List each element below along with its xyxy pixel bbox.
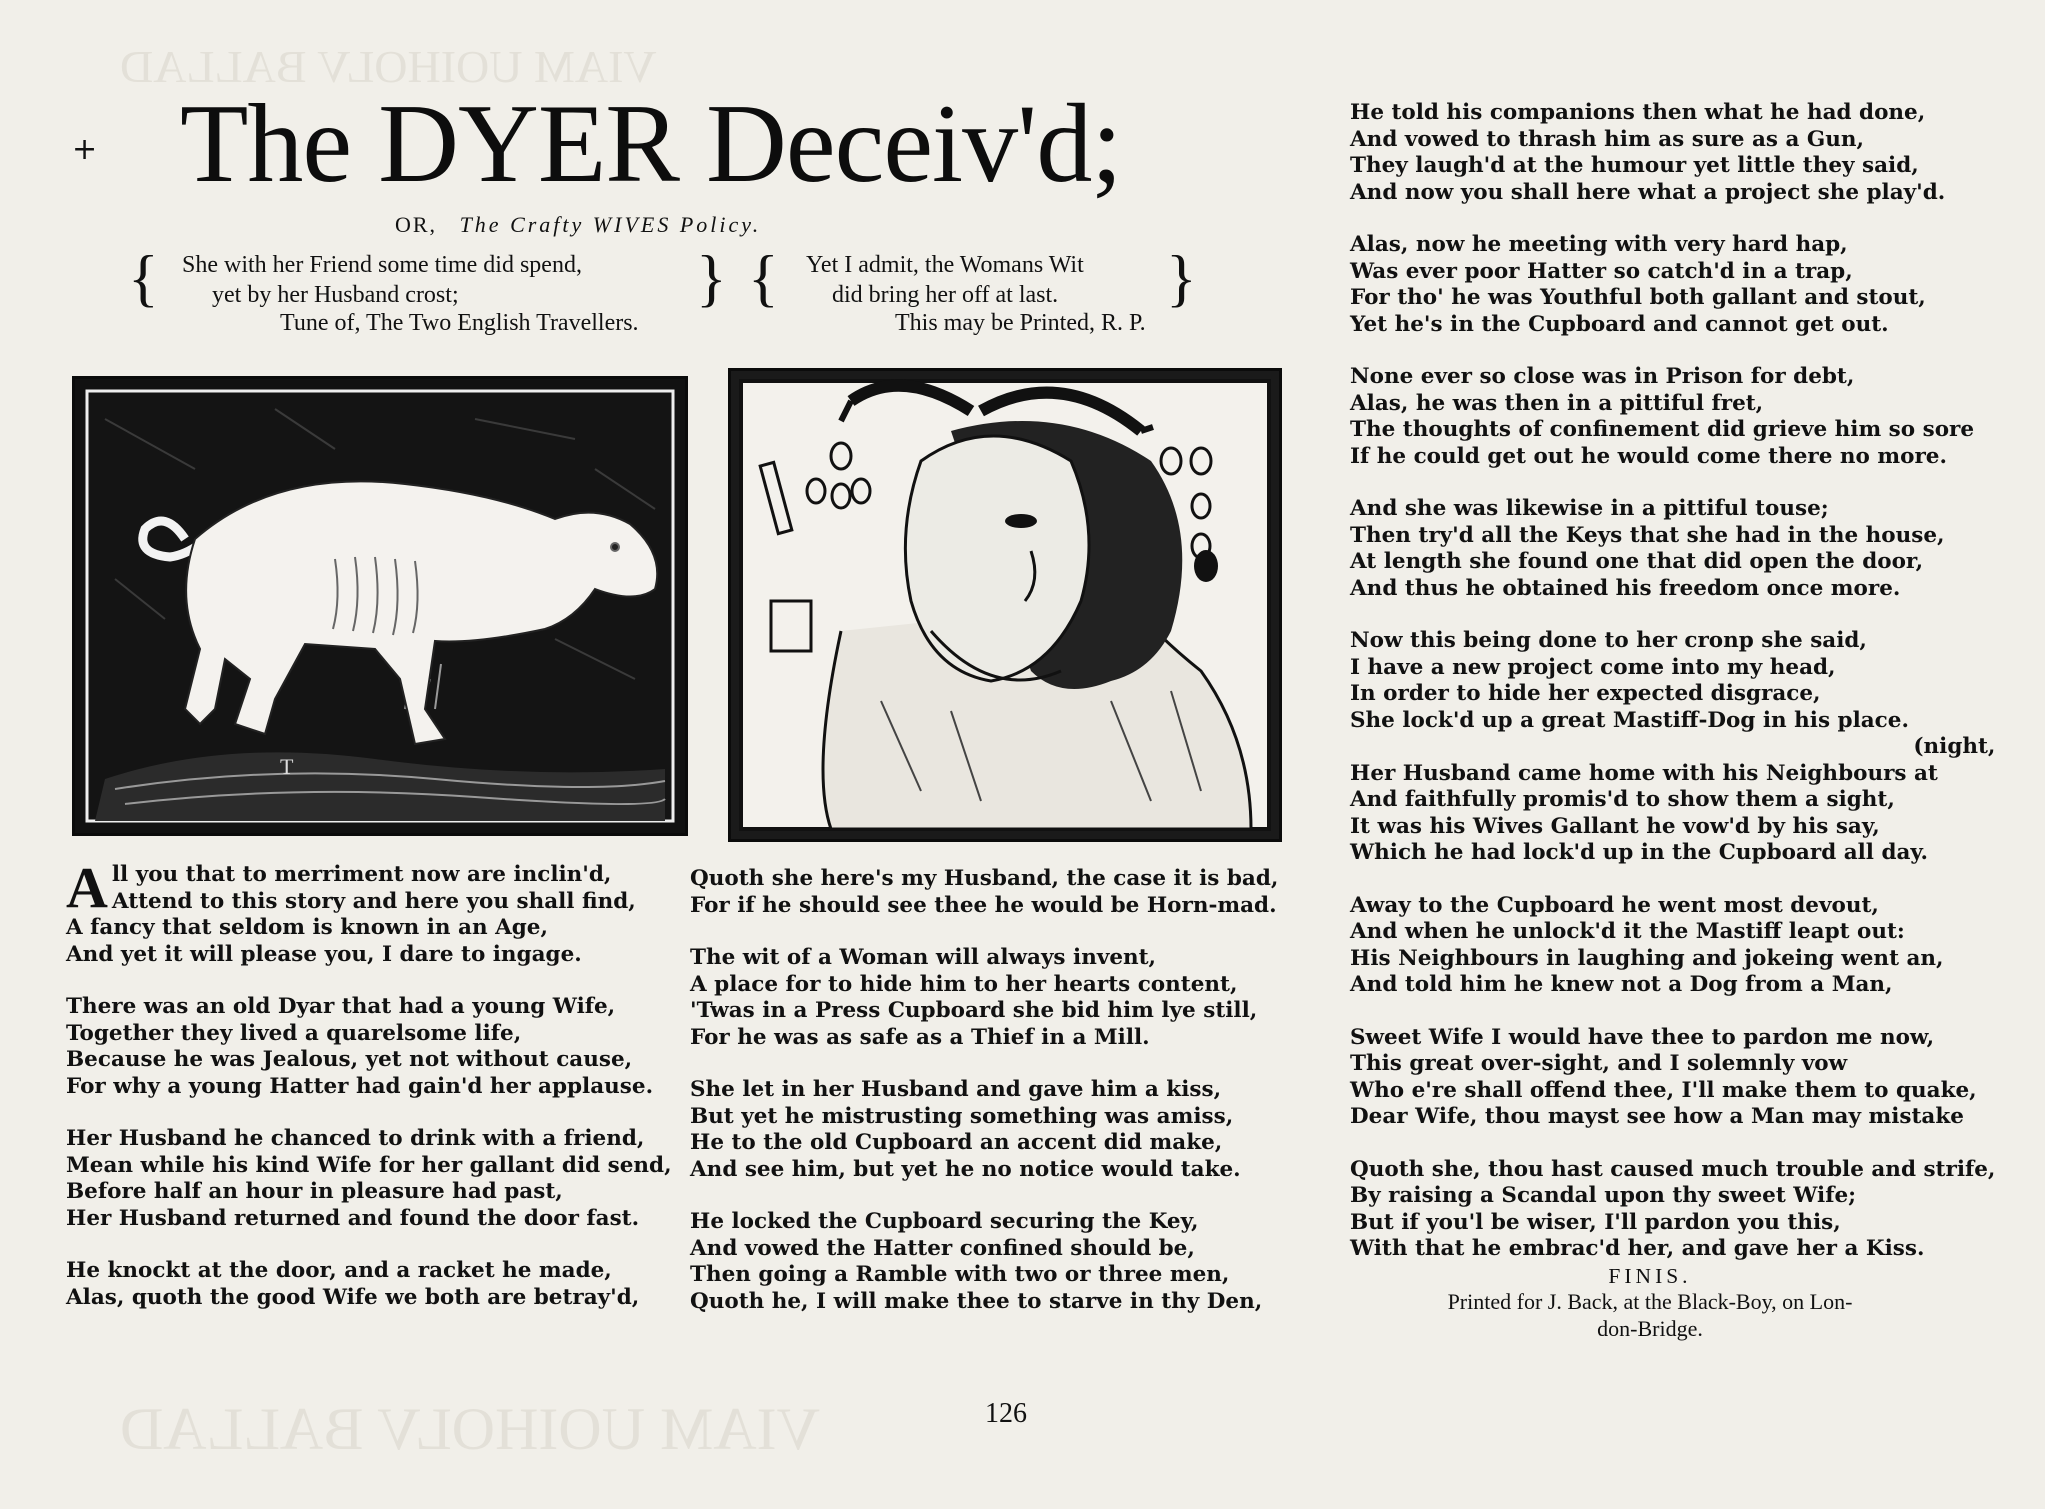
left-brace-icon: { [128, 242, 159, 313]
bleed-through-text: VIAM UOIHOLV BALLAD [120, 41, 657, 92]
stanza: He told his companions then what he had done, And vowed to thrash him as sure as a Gun, They laugh'd at the humour yet little they said, And now you shall here what a project she play'd. [1350, 100, 1946, 205]
stanza: Now this being done to her cronp she said, I have a new project come into my head, In order to hide her expected disgrace, She lock'd up a great Mastiff-Dog in his place. [1350, 628, 1909, 733]
stanza: (night, Her Husband came home with his Neighbours at And faithfully promis'd to show them a sight, It was his Wives Gallant he vow'd by his say, Which he had lock'd up in the Cupboard all day. [1350, 734, 1996, 865]
stanza: He locked the Cupboard securing the Key, And vowed the Hatter confined should be, Then going a Ramble with two or three men, Quoth he, I will make thee to starve in thy Den, [690, 1209, 1263, 1314]
right-brace-icon: } [696, 242, 727, 313]
page-number: 126 [985, 1398, 1027, 1429]
stanza: Alas, now he meeting with very hard hap, Was ever poor Hatter so catch'd in a trap, For tho' he was Youthful both gallant and stout, Yet he's in the Cupboard and cannot get out. [1350, 232, 1926, 337]
finis: FINIS. [1608, 1263, 1692, 1288]
stanza: Her Husband he chanced to drink with a friend, Mean while his kind Wife for her gallant did send, Before half an hour in pleasure had past, Her Husband returned and found the door fast. [66, 1126, 672, 1231]
verse-column-1 [66, 855, 672, 1337]
tune-line: Tune of, The Two English Travellers. [280, 310, 639, 336]
registration-mark-icon: + [72, 132, 98, 167]
verse-column-3 [1350, 100, 1995, 1342]
horned-man-illustration [731, 371, 1279, 839]
stanza: A ll you that to merriment now are inclin'd, Attend to this story and here you shall find, A fancy that seldom is known in an Age, And yet it will please you, I dare to ingage. [66, 855, 636, 967]
stanza: Quoth she here's my Husband, the case it is bad, For if he should see thee he would be Horn-mad. [690, 866, 1279, 918]
stanza: And she was likewise in a pittiful touse; Then try'd all the Keys that she had in the house, At length she found one that did open the door, And thus he obtained his freedom once more. [1350, 496, 1945, 601]
verse-column-2 [690, 866, 1278, 1341]
left-brace-icon: { [748, 242, 779, 313]
licence-line: This may be Printed, R. P. [895, 310, 1146, 336]
drop-cap: A [66, 855, 108, 920]
ballad-subtitle: OR, The Crafty WIVES Policy. [395, 212, 762, 237]
stanza: Away to the Cupboard he went most devout, And when he unlock'd it the Mastiff leapt out: His Neighbours in laughing and jokeing went an, And told him he knew not a Dog from a Man, [1350, 892, 1944, 997]
stanza: He knockt at the door, and a racket he made, Alas, quoth the good Wife we both are betray'd, [66, 1258, 640, 1310]
stanza: None ever so close was in Prison for debt, Alas, he was then in a pittiful fret, The thoughts of confinement did grieve him so sore If he could get out he would come there no more. [1350, 364, 1975, 469]
stanza: Sweet Wife I would have thee to pardon me now, This great over-sight, and I solemnly vow Who e're shall offend thee, I'll make them to quake, Dear Wife, thou mayst see how a Man may mistake [1350, 1024, 1977, 1129]
imprint: Printed for J. Back, at the Black-Boy, on Lon- don-Bridge. [1447, 1289, 1853, 1341]
svg-text:T: T [280, 754, 294, 779]
bleed-through-text: VIAM UOIHOLV BALLAD [120, 1396, 820, 1462]
stanza: Quoth she, thou hast caused much trouble and strife, By raising a Scandal upon thy sweet Wife; But if you'l be wiser, I'll pardon you this, With that he embrac'd her, and gave her a Kiss. [1350, 1156, 1996, 1261]
stanza: There was an old Dyar that had a young Wife, Together they lived a quarelsome life, Because he was Jealous, yet not without cause, For why a young Hatter had gain'd her applause. [66, 994, 654, 1099]
horned-man-woodcut [728, 368, 1282, 842]
couplet-left: She with her Friend some time did spend, yet by her Husband crost; [182, 252, 582, 308]
ballad-title: The DYER Deceiv'd; [180, 82, 1122, 206]
dog-illustration [75, 379, 685, 833]
dog-woodcut [72, 376, 688, 836]
right-brace-icon: } [1166, 242, 1197, 313]
stanza: She let in her Husband and gave him a kiss, But yet he mistrusting something was amiss, He to the old Cupboard an accent did make, And see him, but yet he no notice would take. [690, 1077, 1241, 1182]
couplet-right: Yet I admit, the Womans Wit did bring her off at last. [806, 252, 1084, 308]
stanza: The wit of a Woman will always invent, A place for to hide him to her hearts content, 'Twas in a Press Cupboard she bid him lye still, For he was as safe as a Thief in a Mill. [690, 945, 1258, 1050]
